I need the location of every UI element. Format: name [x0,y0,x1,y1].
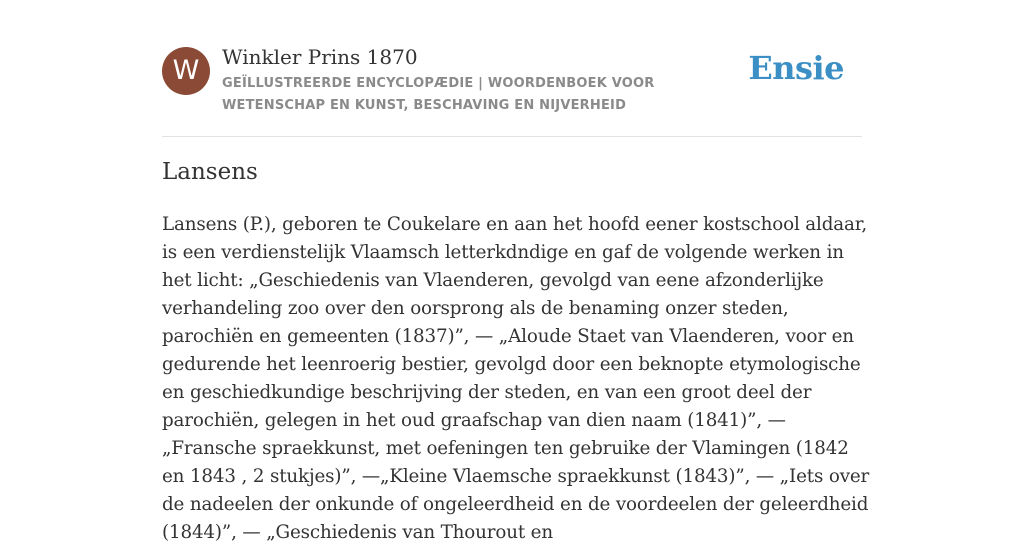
source-title[interactable]: Winkler Prins 1870 [222,45,418,69]
article-title: Lansens [162,159,258,185]
source-subtitle: GEÏLLUSTREERDE ENCYCLOPÆDIE | WOORDENBOEK VOOR WETENSCHAP EN KUNST, BESCHAVING EN NIJVERHEID [222,76,655,113]
brand-logo-link[interactable]: Ensie [748,49,844,87]
source-avatar[interactable]: W [162,47,210,95]
source-header [162,44,862,137]
article-body: Lansens (P.), geboren te Coukelare en aan het hoofd eener kostschool aldaar, is een verdienstelijk Vlaamsch letterkdndige en gaf de volgende werken in het licht: „Geschiedenis van Vlaenderen, gevolgd van eene afzonderlijke verhandeling zoo over den oorsprong als de benaming onzer steden, parochiën en gemeenten (1837)”, — „Aloude Staet van Vlaenderen, voor en gedurende het leenroerig bestier, gevolgd door een beknopte etymologische en geschiedkundige beschrijving der steden, en van een groot deel der parochiën, gelegen in het oud graafschap van dien naam (1841)”, — „Fransche spraekkunst, met oefeningen ten gebruike der Vlamingen (1842 en 1843 , 2 stukjes)”, —„Kleine Vlaemsche spraekkunst (1843)”, — „Iets over de nadeelen der onkunde of ongeleerdheid en de voordeelen der geleerdheid (1844)”, — „Geschiedenis van Thourout en [162,214,870,543]
